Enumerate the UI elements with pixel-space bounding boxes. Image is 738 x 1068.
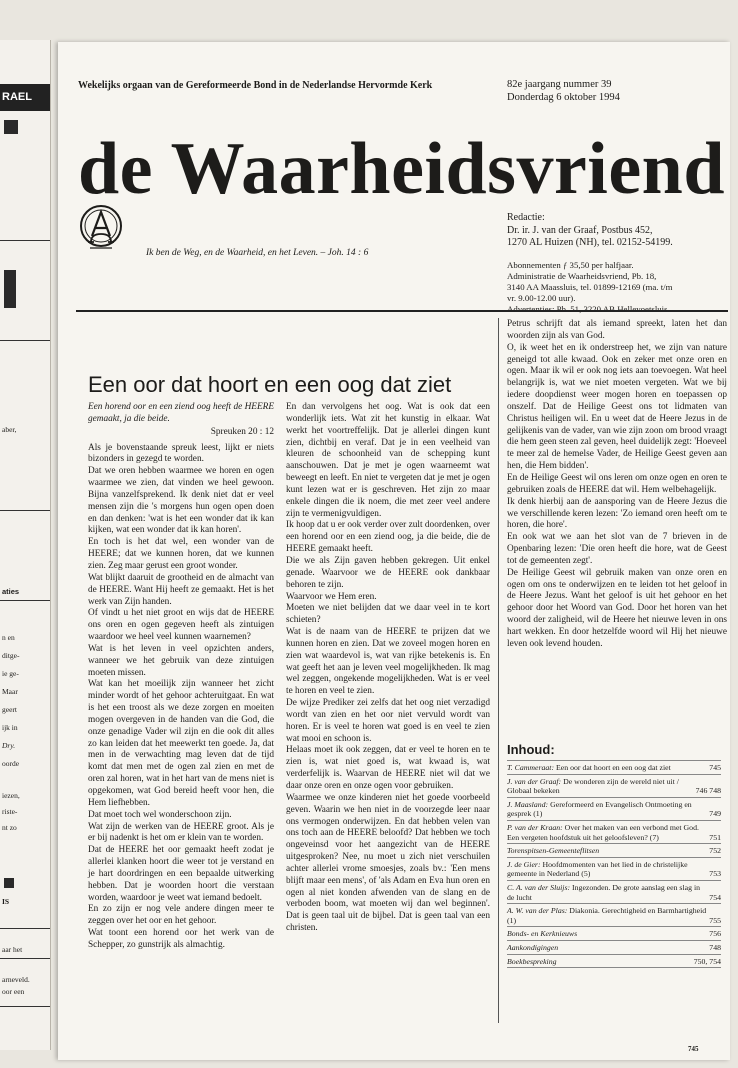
paragraph: Wat blijkt daaruit de grootheid en de almacht van de HEERE. Want Hij heeft ze gemaakt. Het is het werk van Zijn handen. — [88, 572, 274, 607]
adjacent-page-fragment: aber, — [2, 425, 17, 434]
toc-author: Bonds- en Kerknieuws — [507, 929, 578, 939]
toc-page: 746 748 — [695, 786, 721, 796]
adjacent-page-fragment: IS — [2, 897, 10, 906]
toc-page: 749 — [709, 809, 721, 819]
adjacent-page-fragment: ditge- — [2, 651, 20, 660]
paragraph: Als je bovenstaande spreuk leest, lijkt er niets bizonders in gezegd te worden. — [88, 442, 274, 465]
paragraph: Wat kan het moeilijk zijn wanneer het zicht minder wordt of het gehoor achteruitgaat. En wat is het een troost als we deze zorgen en moeiten mogen overgeven in de handen van die God, die onze genadige Vader wil zijn en die ook dit alles zo kan leiden dat het meewerkt ten goede. Ja, dat men in de verwachting mag leven dat de tijd komt dat men met de ogen zal zien en met de oren zal horen, wat in het hart van de mens niet is opgekomen, wat God bereid heeft voor hen, die Hem liefhebben. — [88, 679, 274, 808]
toc-title: Ingezonden. De grote aanslag een slag in de lucht — [507, 882, 701, 902]
bible-quote: Een horend oor en een ziend oog heeft de HEERE gemaakt, ja die beide. — [88, 402, 274, 424]
subscription-line: Abonnementen ƒ 35,50 per halfjaar. — [507, 260, 634, 270]
toc-entry — [507, 926, 721, 940]
article-headline: Een oor dat hoort en een oog dat ziet — [88, 372, 452, 397]
toc-entry — [507, 843, 721, 857]
paragraph: De wijze Prediker zei zelfs dat het oog niet verzadigd wordt van zien en het oor niet vervuld wordt van horen. Er is veel te horen wat goed is en veel te zien wat mooi en schoon is. — [286, 698, 490, 744]
toc-author: Torenspitsen-Gemeenteflitsen — [507, 846, 600, 856]
paragraph: Dat de HEERE het oor gemaakt heeft zodat je allerlei klanken hoort die weer tot je verstand en je hart doordringen en een bepaalde uitwerking hebben. Dat je woorden hoort die verstaan worden, waardoor je weet wat iemand bedoelt. — [88, 845, 274, 903]
masthead-title: de Waarheidsvriend — [78, 128, 725, 210]
toc-page: 755 — [709, 915, 721, 925]
toc-page: 750, 754 — [693, 956, 721, 966]
toc-page: 753 — [709, 869, 721, 879]
table-of-contents — [507, 760, 721, 968]
subscription-line: vr. 9.00-12.00 uur). — [507, 293, 576, 303]
toc-author: A. W. van der Plas: — [507, 906, 568, 916]
article-column-3 — [507, 319, 727, 651]
subscription-info — [507, 260, 729, 315]
toc-entry — [507, 880, 721, 903]
column-divider — [498, 318, 499, 1023]
adjacent-page-graphic — [4, 878, 14, 888]
redactie-line: Dr. ir. J. van der Graaf, Postbus 452, — [507, 224, 653, 236]
editorial-address — [507, 212, 673, 250]
paragraph: De Heilige Geest wil gebruik maken van onze oren en ogen om ons te onderwijzen en te leiden tot het geloof in de Heere Jezus. Want het geloof is uit het gehoor en het gehoor door het Woord van God. Door het horen van het woord der zaligheid, wil de Heere het nieuwe leven in ons hart wekken. En door hetzelfde woord wil Hij het nieuwe leven ook levend houden. — [507, 567, 727, 649]
paragraph: En de Heilige Geest wil ons leren om onze ogen en oren te gebruiken zoals de HEERE dat wil. Hem welbehagelijk. — [507, 472, 727, 495]
adjacent-page-fragment: oor een — [2, 987, 25, 996]
alpha-omega-logo-icon — [78, 202, 124, 254]
toc-entry — [507, 774, 721, 797]
toc-entry — [507, 954, 721, 969]
issue-volume: 82e jaargang nummer 39 — [507, 79, 612, 90]
adjacent-page-graphic — [4, 270, 16, 308]
toc-entry — [507, 820, 721, 843]
toc-entry — [507, 857, 721, 880]
article-column-1 — [88, 402, 274, 952]
adjacent-page-fragment: iezen, — [2, 791, 20, 800]
paragraph: Wat toont een horend oor het werk van de Schepper, zo gunstrijk als almachtig. — [88, 928, 274, 950]
paragraph: Waarvoor we Hem eren. — [286, 591, 377, 602]
toc-title: Over het maken van een verbond met God. Een vergeten hoofdstuk uit het geloofsleven? (7) — [507, 822, 699, 842]
toc-author: J. van der Graaf: — [507, 776, 562, 786]
paragraph: Moeten we niet belijden dat we daar veel in te kort schieten? — [286, 603, 490, 626]
toc-page: 752 — [709, 846, 721, 856]
redactie-line: 1270 AL Huizen (NH), tel. 02152-54199. — [507, 237, 673, 248]
article-column-2 — [286, 402, 490, 935]
adjacent-page-fragment: nt zo — [2, 823, 17, 832]
adjacent-page-graphic — [4, 120, 18, 134]
paragraph: Of vindt u het niet groot en wijs dat de HEERE ons oren en ogen gegeven heeft als zintuigen waardoor we heel veel kunnen waarnemen? — [88, 608, 274, 643]
toc-page: 751 — [709, 832, 721, 842]
paragraph: Dat moet toch wel wonderschoon zijn. — [88, 809, 232, 820]
paragraph: En toch is het dat wel, een wonder van de HEERE; dat we kunnen horen, dat we kunnen zien. Zeg maar gerust een groot wonder. — [88, 537, 274, 571]
paragraph: En dan vervolgens het oog. Wat is ook dat een wonderlijk iets. Wat zit het kunstig in elkaar. Wat werkt het voortreffelijk. Dat je allerlei dingen kunt zien, dichtbij en veraf. Dat je in een veelheid van kleuren de schoonheid van de schepping kunt aanschouwen. Dat je met je ogen waarneemt wat beweegt en leeft. En niet te vergeten dat je met je ogen kunt lezen wat er is geschreven. Het zijn zo maar enkele dingen die ik noem, die met zeer veel andere zijn te vermenigvuldigen. — [286, 402, 490, 519]
toc-entry — [507, 760, 721, 774]
paragraph: Die we als Zijn gaven hebben gekregen. Uit enkel genade. Waarvoor we de HEERE ook dankbaar behoren te zijn. — [286, 555, 490, 590]
toc-entry — [507, 797, 721, 820]
adjacent-page-fragment: aar het — [2, 945, 23, 954]
toc-author: T. Cammeraat: — [507, 763, 555, 772]
paragraph: Waarmee we onze kinderen niet het goede voorbeeld geven. Waarin we hen niet in de voorzegde leer naar ons vermogen onderwijzen. En dat hebben velen van ons toch aan de HEERE beloofd? Dat hebben we toch ongeveinsd voor het aangezicht van de HEERE uitgesproken? Nee, nu moet u zich niet verschuilen achter allerlei vrome smoesjes, zoals bv.: 'Een mens blijft maar een mens', of 'als Adam en Eva hun oren en ogen al niet konden afwenden van de slang en de verboden boom, wat moeten wij dan wel beginnen'. Dat is geen taal uit de bijbel. Dat is geen taal van een christen. — [286, 792, 490, 934]
toc-title: Hoofdmomenten van het lied in de christelijke gemeente in Nederland (5) — [507, 859, 688, 879]
toc-author: J. de Gier: — [507, 859, 541, 869]
adjacent-page-fragment: ijk in — [2, 723, 18, 732]
adjacent-page-fragment: oorde — [2, 759, 20, 768]
issue-info — [507, 78, 620, 104]
toc-page: 754 — [709, 892, 721, 902]
contents-heading: Inhoud: — [507, 742, 555, 757]
subscription-line: Administratie de Waarheidsvriend, Pb. 18, — [507, 271, 657, 281]
toc-page: 745 — [709, 763, 721, 772]
adjacent-page-fragment: geert — [2, 705, 17, 714]
toc-entry — [507, 903, 721, 926]
magazine-page — [58, 42, 730, 1060]
paragraph: Petrus schrijft dat als iemand spreekt, laten het dan woorden zijn als van God. — [507, 319, 727, 341]
toc-author: P. van der Kraan: — [507, 822, 563, 832]
paragraph: Wat zijn de werken van de HEERE groot. Als je er bij nadenkt is het om er klein van te worden. — [88, 821, 274, 844]
toc-author: C. A. van der Sluijs: — [507, 882, 571, 892]
motto: Ik ben de Weg, en de Waarheid, en het Leven. – Joh. 14 : 6 — [146, 248, 369, 258]
paragraph: En zo zijn er nog vele andere dingen meer te zeggen over het oor en het gehoor. — [88, 904, 274, 927]
toc-entry — [507, 940, 721, 954]
toc-title: De wonderen zijn de wereld niet uit / Globaal bekeken — [507, 776, 679, 796]
paragraph: Ik denk hierbij aan de aansporing van de Heere Jezus die we verschillende keren lezen: 'Zo iemand oren heeft om te horen, die hore'. — [507, 496, 727, 531]
paragraph: Helaas moet ik ook zeggen, dat er veel te horen en te zien is, wat niet goed is, wat kwaad is, wat verderfelijk is. Waarvan de HEERE niet wil dat we daar onze oren en onze ogen voor gebruiken. — [286, 745, 490, 791]
paragraph: En ook wat we aan het slot van de 7 brieven in de Openbaring lezen: 'Die oren heeft die hore, wat de Geest tot de gemeenten zegt'. — [507, 532, 727, 566]
paragraph: Dat we oren hebben waarmee we horen en ogen waarmee we zien, dat vinden we heel gewoon. Bijna vanzelfsprekend. Ik denk niet dat er veel mensen zijn die 's morgens hun ogen open doen en dan denken: 'wat is het een wonder dat ik kan kijken, wat een wonder dat ik kan horen'. — [88, 466, 274, 536]
issue-date: Donderdag 6 oktober 1994 — [507, 92, 620, 103]
bible-reference: Spreuken 20 : 12 — [210, 426, 274, 437]
subscription-line: 3140 AA Maassluis, tel. 01899-12169 (ma. t/m — [507, 282, 673, 292]
subscription-line: Advertenties: Pb. 51, 3220 AB Hellevoetsluis. — [507, 304, 670, 314]
adjacent-page-fragment: riste- — [2, 807, 18, 816]
organ-subtitle: Wekelijks orgaan van de Gereformeerde Bond in de Nederlandse Hervormde Kerk — [78, 80, 433, 91]
paragraph: Wat is de naam van de HEERE te prijzen dat we kunnen horen en zien. Dat we zoveel mogen horen en zien wat waardevol is, wat van rijke betekenis is. En wat geeft het aan je leven veel mogelijkheden. Ik mag wel zeggen, ongekende mogelijkheden. Wat is er veel te horen en veel te zien. — [286, 627, 490, 697]
page-number: 745 — [688, 1045, 699, 1053]
toc-author: J. Maasland: — [507, 799, 549, 809]
paragraph: Wat is het leven in veel opzichten anders, wanneer we het gebruik van deze zintuigen moeten missen. — [88, 643, 274, 678]
toc-author: Aankondigingen — [507, 942, 559, 952]
adjacent-page-fragment: n en — [2, 633, 15, 642]
adjacent-page-fragment: ie ge- — [2, 669, 19, 678]
toc-author: Boekbespreking — [507, 956, 557, 966]
toc-page: 756 — [709, 929, 721, 939]
toc-title: Gereformeerd en Evangelisch Ontmoeting en gesprek (1) — [507, 799, 692, 819]
adjacent-page-fragment: Dry. — [2, 741, 16, 750]
paragraph: O, ik weet het en ik onderstreep het, we zijn van nature geneigd tot alle kwaad. Ook en zeker met onze oren en ogen. Maar ik wil er ook nog iets aan toevoegen. Wat heel belangrijk is, wat we niet moeten vergeten. Wat we bij iedere doopdienst weer mogen horen en toepassen op onszelf. Dat de Heilige Geest ons tot lidmaten van Christus heiligen wil. En u weet dat de Heere Jezus in de gelijkenis van de vader, van wie zijn zoon om brood vraagt die hem geen steen zal geven, heel duidelijk zegt: 'Hoeveel te meer zal de hemelse Vader, de Heilige Geest geven aan hen, die Hem bidden'. — [507, 342, 727, 472]
toc-title: Een oor dat hoort en een oog dat ziet — [554, 763, 671, 772]
paragraph: Ik hoop dat u er ook verder over zult doordenken, over een horend oor en een ziend oog, ja die beide, die de HEERE gemaakt heeft. — [286, 520, 490, 555]
redactie-label: Redactie: — [507, 212, 545, 223]
adjacent-page-fragment: aties — [2, 587, 20, 596]
toc-title: Diakonia. Gerechtigheid en Barmhartigheid (1) — [507, 906, 707, 925]
adjacent-page-tab: RAEL — [0, 84, 50, 111]
adjacent-page-strip — [0, 40, 51, 1050]
header-rule — [76, 310, 728, 312]
adjacent-page-fragment: Maar — [2, 687, 18, 696]
toc-page: 748 — [709, 942, 721, 952]
adjacent-page-fragment: arneveld. — [2, 975, 30, 984]
